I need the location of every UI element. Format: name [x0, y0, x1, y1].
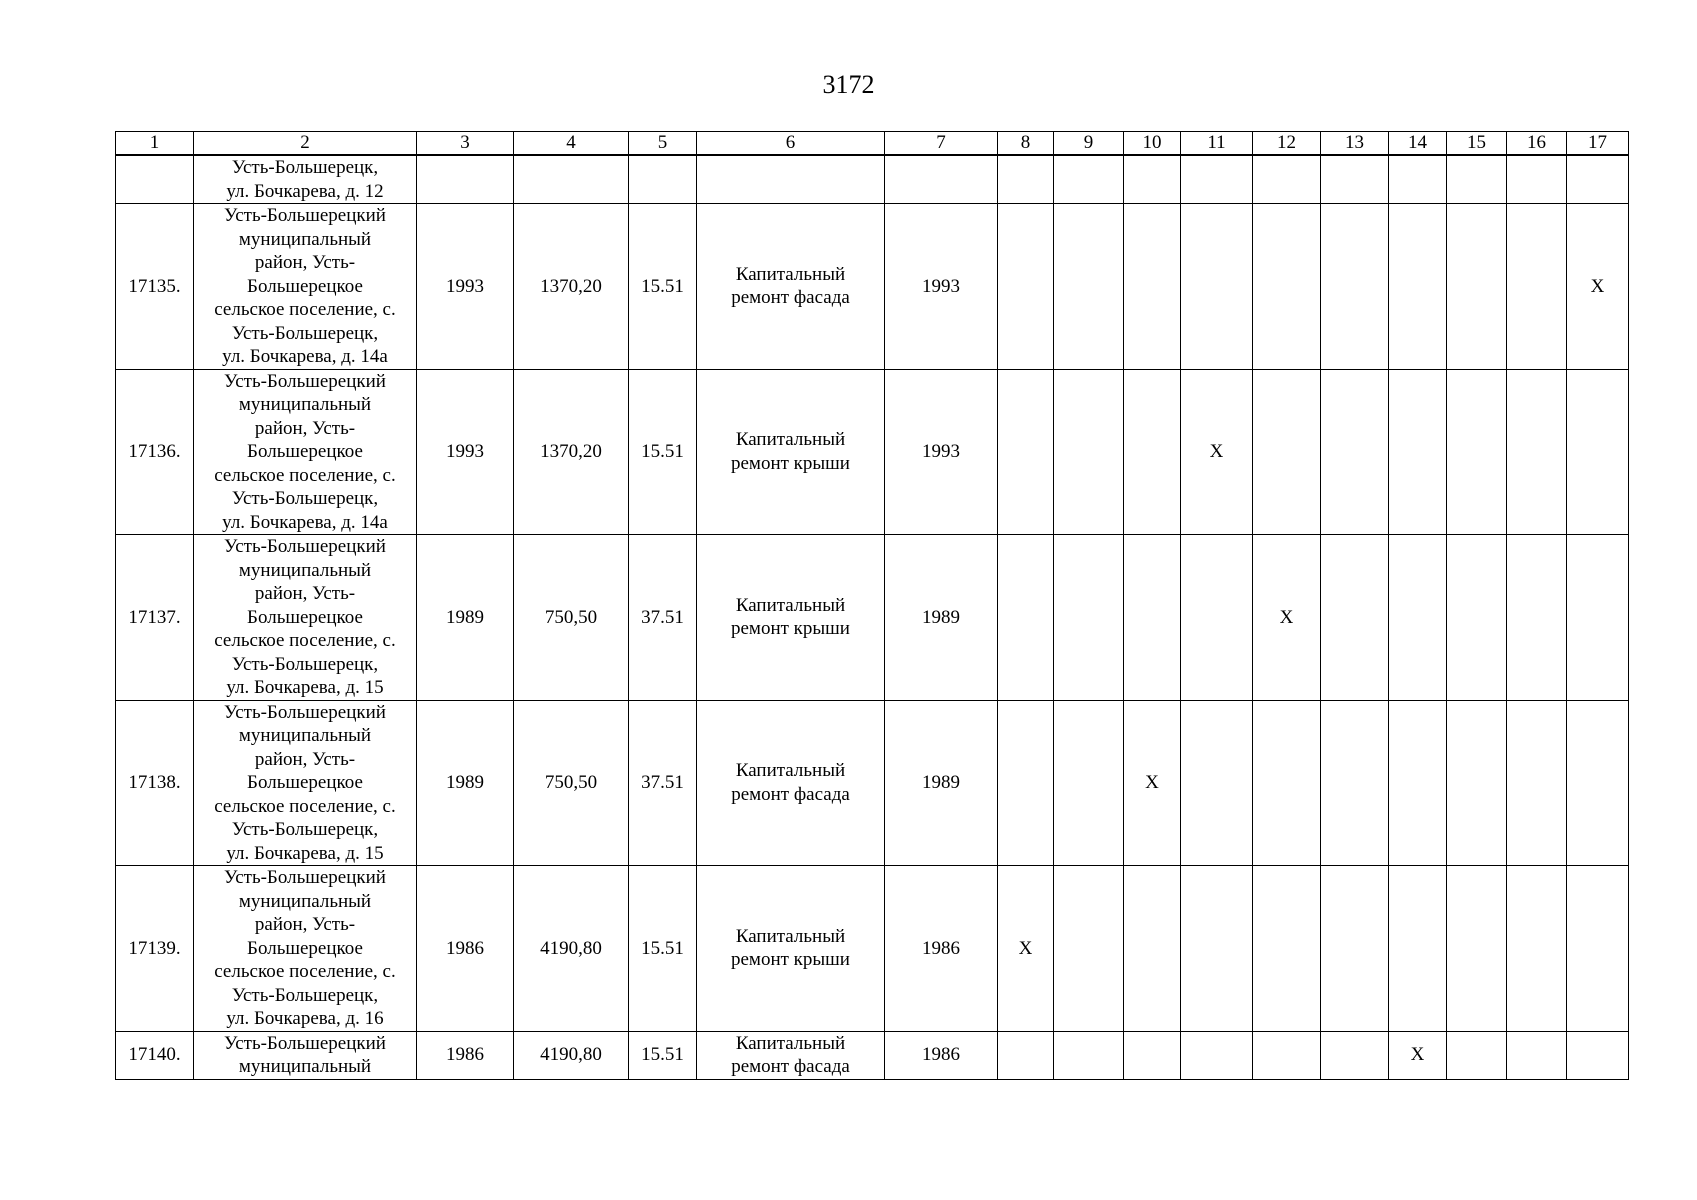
year-cell: 1989 [885, 535, 998, 701]
year-mark-cell-16 [1507, 369, 1567, 535]
work-type-cell: Капитальный ремонт фасада [697, 700, 885, 866]
year-mark-cell-16 [1507, 535, 1567, 701]
table-row [116, 204, 1629, 370]
area-cell: 1370,20 [514, 369, 629, 535]
header-cell: 16 [1507, 132, 1567, 156]
year-mark-cell-11 [1181, 535, 1253, 701]
address-cell: Усть-Большерецкий муниципальный [194, 1031, 417, 1079]
year-mark-cell-8: Х [998, 866, 1054, 1032]
build-year-cell: 1989 [417, 700, 514, 866]
header-cell: 13 [1321, 132, 1389, 156]
build-year-cell: 1986 [417, 866, 514, 1032]
year-mark-cell-10 [1124, 155, 1181, 204]
header-cell: 2 [194, 132, 417, 156]
year-cell [885, 155, 998, 204]
year-mark-cell-10: Х [1124, 700, 1181, 866]
year-mark-cell-12 [1253, 866, 1321, 1032]
build-year-cell: 1993 [417, 204, 514, 370]
year-mark-cell-16 [1507, 1031, 1567, 1079]
year-mark-cell-9 [1054, 204, 1124, 370]
build-year-cell [417, 155, 514, 204]
address-cell: Усть-Большерецкий муниципальный район, Усть- Большерецкое сельское поселение, с. Усть-Большерецк, ул. Бочкарева, д. 14а [194, 369, 417, 535]
year-mark-cell-13 [1321, 204, 1389, 370]
year-mark-cell-15 [1447, 1031, 1507, 1079]
year-mark-cell-12 [1253, 155, 1321, 204]
year-cell: 1993 [885, 369, 998, 535]
table-row [116, 866, 1629, 1032]
address-cell: Усть-Большерецкий муниципальный район, Усть- Большерецкое сельское поселение, с. Усть-Большерецк, ул. Бочкарева, д. 15 [194, 700, 417, 866]
area-cell: 4190,80 [514, 866, 629, 1032]
year-mark-cell-13 [1321, 535, 1389, 701]
year-mark-cell-17: Х [1567, 204, 1629, 370]
year-mark-cell-12 [1253, 204, 1321, 370]
work-type-cell: Капитальный ремонт крыши [697, 866, 885, 1032]
year-mark-cell-12 [1253, 369, 1321, 535]
year-mark-cell-17 [1567, 535, 1629, 701]
year-cell: 1986 [885, 866, 998, 1032]
address-cell: Усть-Большерецк, ул. Бочкарева, д. 12 [194, 155, 417, 204]
year-cell: 1986 [885, 1031, 998, 1079]
year-mark-cell-12 [1253, 1031, 1321, 1079]
year-mark-cell-17 [1567, 1031, 1629, 1079]
work-type-cell: Капитальный ремонт крыши [697, 535, 885, 701]
year-mark-cell-15 [1447, 535, 1507, 701]
year-mark-cell-14 [1389, 866, 1447, 1032]
year-mark-cell-13 [1321, 369, 1389, 535]
year-mark-cell-10 [1124, 204, 1181, 370]
header-row [116, 132, 1629, 156]
year-mark-cell-17 [1567, 369, 1629, 535]
code-cell: 15.51 [629, 1031, 697, 1079]
year-mark-cell-11 [1181, 1031, 1253, 1079]
header-cell: 6 [697, 132, 885, 156]
build-year-cell: 1993 [417, 369, 514, 535]
year-mark-cell-10 [1124, 535, 1181, 701]
year-mark-cell-17 [1567, 155, 1629, 204]
address-cell: Усть-Большерецкий муниципальный район, Усть- Большерецкое сельское поселение, с. Усть-Большерецк, ул. Бочкарева, д. 15 [194, 535, 417, 701]
year-mark-cell-14 [1389, 535, 1447, 701]
code-cell: 15.51 [629, 204, 697, 370]
header-cell: 8 [998, 132, 1054, 156]
year-mark-cell-8 [998, 369, 1054, 535]
year-mark-cell-16 [1507, 155, 1567, 204]
year-mark-cell-15 [1447, 866, 1507, 1032]
row-number-cell: 17138. [116, 700, 194, 866]
header-cell: 14 [1389, 132, 1447, 156]
year-mark-cell-14 [1389, 369, 1447, 535]
header-cell: 11 [1181, 132, 1253, 156]
year-mark-cell-8 [998, 204, 1054, 370]
year-mark-cell-14 [1389, 155, 1447, 204]
address-cell: Усть-Большерецкий муниципальный район, Усть- Большерецкое сельское поселение, с. Усть-Большерецк, ул. Бочкарева, д. 16 [194, 866, 417, 1032]
row-number-cell: 17140. [116, 1031, 194, 1079]
work-type-cell: Капитальный ремонт фасада [697, 204, 885, 370]
table-body [116, 155, 1629, 1079]
area-cell: 4190,80 [514, 1031, 629, 1079]
row-number-cell: 17139. [116, 866, 194, 1032]
area-cell [514, 155, 629, 204]
year-mark-cell-16 [1507, 866, 1567, 1032]
year-mark-cell-12: Х [1253, 535, 1321, 701]
code-cell: 15.51 [629, 866, 697, 1032]
code-cell: 15.51 [629, 369, 697, 535]
year-mark-cell-11 [1181, 204, 1253, 370]
build-year-cell: 1986 [417, 1031, 514, 1079]
year-mark-cell-10 [1124, 1031, 1181, 1079]
header-cell: 3 [417, 132, 514, 156]
year-mark-cell-8 [998, 535, 1054, 701]
year-mark-cell-9 [1054, 155, 1124, 204]
year-mark-cell-14 [1389, 700, 1447, 866]
capital-repair-table [115, 131, 1629, 1080]
year-mark-cell-11 [1181, 155, 1253, 204]
table-row [116, 369, 1629, 535]
header-cell: 5 [629, 132, 697, 156]
year-cell: 1993 [885, 204, 998, 370]
year-mark-cell-16 [1507, 204, 1567, 370]
year-mark-cell-14: Х [1389, 1031, 1447, 1079]
code-cell: 37.51 [629, 700, 697, 866]
year-mark-cell-13 [1321, 1031, 1389, 1079]
header-cell: 1 [116, 132, 194, 156]
work-type-cell: Капитальный ремонт фасада [697, 1031, 885, 1079]
year-mark-cell-15 [1447, 155, 1507, 204]
area-cell: 750,50 [514, 700, 629, 866]
year-mark-cell-12 [1253, 700, 1321, 866]
year-mark-cell-9 [1054, 369, 1124, 535]
year-mark-cell-17 [1567, 866, 1629, 1032]
year-mark-cell-8 [998, 155, 1054, 204]
year-mark-cell-15 [1447, 700, 1507, 866]
year-mark-cell-10 [1124, 369, 1181, 535]
year-mark-cell-11 [1181, 866, 1253, 1032]
year-mark-cell-11: Х [1181, 369, 1253, 535]
year-mark-cell-9 [1054, 866, 1124, 1032]
year-mark-cell-15 [1447, 204, 1507, 370]
header-cell: 7 [885, 132, 998, 156]
table-row [116, 1031, 1629, 1079]
row-number-cell: 17137. [116, 535, 194, 701]
year-mark-cell-13 [1321, 700, 1389, 866]
year-mark-cell-9 [1054, 535, 1124, 701]
year-mark-cell-14 [1389, 204, 1447, 370]
year-mark-cell-11 [1181, 700, 1253, 866]
year-mark-cell-17 [1567, 700, 1629, 866]
year-mark-cell-16 [1507, 700, 1567, 866]
year-mark-cell-8 [998, 700, 1054, 866]
code-cell [629, 155, 697, 204]
table-row [116, 155, 1629, 204]
header-cell: 9 [1054, 132, 1124, 156]
work-type-cell: Капитальный ремонт крыши [697, 369, 885, 535]
year-mark-cell-10 [1124, 866, 1181, 1032]
row-number-cell [116, 155, 194, 204]
header-cell: 12 [1253, 132, 1321, 156]
area-cell: 1370,20 [514, 204, 629, 370]
table-row [116, 700, 1629, 866]
year-mark-cell-9 [1054, 700, 1124, 866]
year-mark-cell-8 [998, 1031, 1054, 1079]
year-mark-cell-15 [1447, 369, 1507, 535]
year-mark-cell-9 [1054, 1031, 1124, 1079]
work-type-cell [697, 155, 885, 204]
area-cell: 750,50 [514, 535, 629, 701]
year-cell: 1989 [885, 700, 998, 866]
code-cell: 37.51 [629, 535, 697, 701]
year-mark-cell-13 [1321, 866, 1389, 1032]
header-cell: 10 [1124, 132, 1181, 156]
table-row [116, 535, 1629, 701]
page-number: 3172 [822, 70, 875, 99]
header-cell: 17 [1567, 132, 1629, 156]
build-year-cell: 1989 [417, 535, 514, 701]
row-number-cell: 17136. [116, 369, 194, 535]
header-cell: 15 [1447, 132, 1507, 156]
row-number-cell: 17135. [116, 204, 194, 370]
header-cell: 4 [514, 132, 629, 156]
address-cell: Усть-Большерецкий муниципальный район, Усть- Большерецкое сельское поселение, с. Усть-Большерецк, ул. Бочкарева, д. 14а [194, 204, 417, 370]
year-mark-cell-13 [1321, 155, 1389, 204]
